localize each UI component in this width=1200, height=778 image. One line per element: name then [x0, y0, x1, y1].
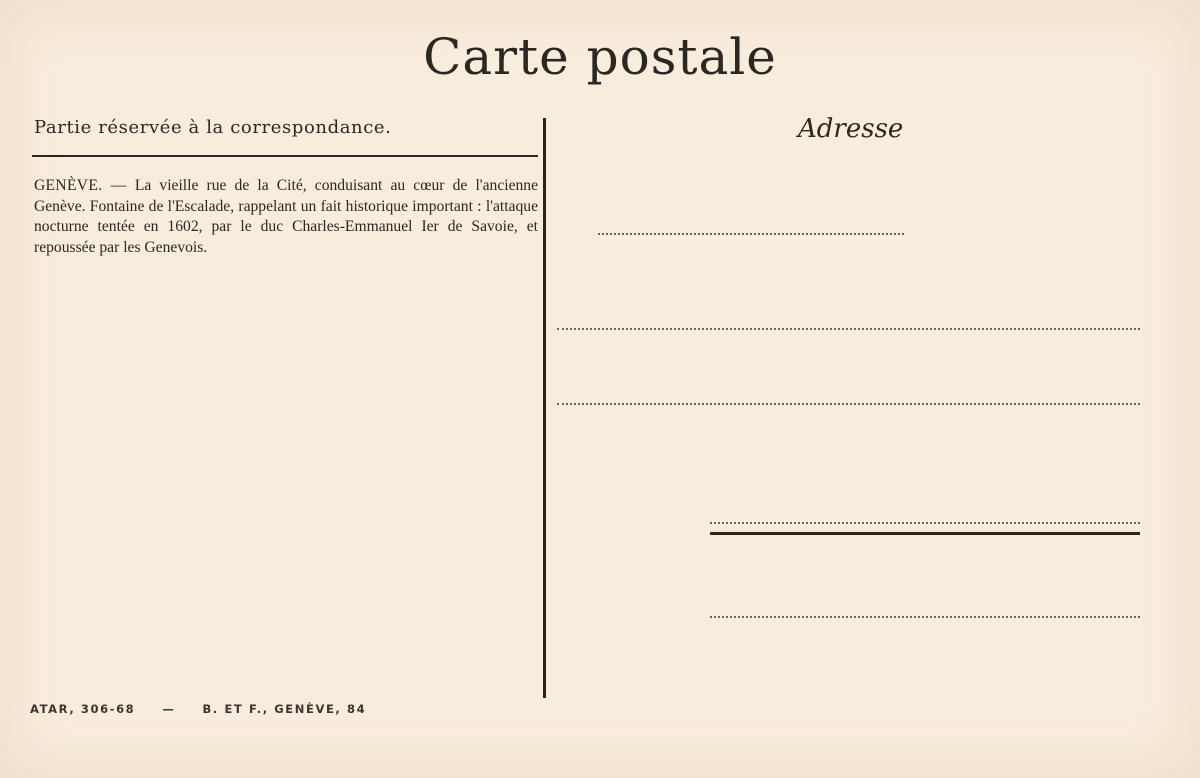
imprint-left: ATAR, 306-68: [30, 702, 136, 716]
correspondence-rule: [32, 155, 538, 157]
caption-lead: GENÈVE. —: [34, 177, 127, 194]
address-line-2: [557, 328, 1140, 330]
address-line-1: [598, 233, 904, 235]
address-line-4: [710, 522, 1140, 524]
card-title: Carte postale: [423, 28, 777, 86]
caption-body: La vieille rue de la Cité, conduisant au cœur de l'ancienne Genève. Fontaine de l'Escalade, rappelant un fait historique important : l'attaque nocturne tentée en 1602, par le duc Charles-Emmanuel Ier de Savoie, et repoussée par les Genevois.: [34, 177, 539, 256]
center-divider: [543, 118, 546, 698]
photo-caption: [34, 176, 538, 258]
address-line-5: [710, 616, 1140, 618]
imprint-right: B. ET F., GENÈVE, 84: [202, 702, 367, 716]
imprint-separator: —: [162, 702, 176, 716]
address-line-3: [557, 403, 1140, 405]
address-city-rule: [710, 532, 1140, 535]
publisher-imprint: [30, 702, 366, 716]
address-label: Adresse: [798, 114, 904, 144]
correspondence-label: Partie réservée à la correspondance.: [34, 117, 392, 138]
